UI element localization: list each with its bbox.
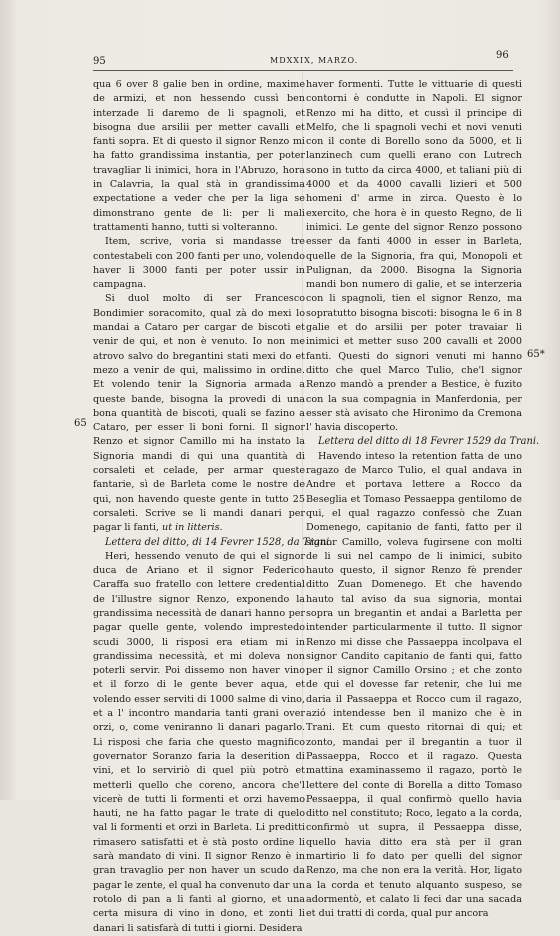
letter-heading: Lettera del ditto, di 14 Fevrer 1528, da Trani. — [105, 536, 333, 548]
margin-letter-number: 65* — [527, 349, 545, 360]
letter-heading: Lettera del ditto di 18 Fevrer 1529 da Trani. — [318, 436, 540, 448]
paragraph-italic-end: ut in litteris. — [162, 522, 223, 534]
header-rule — [93, 70, 513, 71]
page-number-left: 95 — [93, 56, 106, 67]
margin-letter-number: 65 — [74, 418, 87, 429]
paragraph: Heri, hessendo venuto de qui el signor duca de Ariano et il signor Federico Caraffa suo fratello con lettere credential de l'illustre signor Renzo, exponendo la grandissima necessità de danari hanno per pagar quelle gente, volendo imprestedo scudi 3000, li risposi era etiam mi in grandissima necessità, et mi doleva non poterli servir. Poi dissemo non haver vino et il forzo di le gente bever aqua, et volendo esser serviti di 1000 salme di vino, et a l' incontro mandaria tanti grani over orzi, o, come veniranno li danari pagarlo. Li risposi che faria che questo magnifico governator Soranzo faria la deserition di vini, et lo serviriò di quel più potrò et metterli quello che coreno, ancora che'l vicerè de tutti li formenti et orzi havemo hauti, ne ha fatto pagar le trate di quelo val li formenti et orzi in Barleta. Li preditti rimasero satisfatti et è stà posto ordine li sarà mandato di vini. Il signor Renzo è in gran travaglio per non haver un scudo da pagar le zente, el qual ha convenuto dar un rotolo di pan a li fanti al giorno, et una certa misura di vino in dono, et zonti li danari li satisfarà di tutti i giorni. Desidera — [93, 550, 305, 934]
paragraph — [93, 292, 305, 535]
page-header — [0, 50, 560, 70]
page-number-right: 96 — [496, 50, 509, 61]
paragraph: Havendo inteso la retention fatta de uno ragazo de Marco Tulio, el qual andava in Andre et portava lettere a Rocco da Beseglia et Tomaso Pessaeppa gentilomo de qui, el qual ragazzo confessò che Zuan Domenego, capitanio de fanti, fatto per il signor Camillo, voleva fugirsene con molti de li sui nel campo de li inimici, subito hauto questo, il signor Renzo fè prender ditto Zuan Domenego. Et che havendo hauto tal aviso da sua signoria, montai sopra un bregantin et andai a Barletta per intender particularmente il tutto. Il signor Renzo mi disse che Passaeppa incolpava el signor Candito capitanio de fanti qui, fatto per il signor Camillo Orsino ; et che zonto de qui el dovesse far retenir, che lui me daria il Passaeppa et Rocco cum il ragazo, azió intendesse ben il manizo che è in Trani. Et cum questo ritornai di qui; et zonto, mandai per il bregantin a tuor il Passaeppa, Rocco et il ragazo. Questa mattina examinassemo il ragazo, portò le lettere del conte di Borella a ditto Tomaso Pessaeppa, il qual confirmò quello havia ditto nel constituto; Roco, legato a la corda, confirmò ut supra, il Pessaeppa disse, quello havia ditto era stà per il gran martirio li fo dato per quelli del signor Renzo, ma che non era la verità. Hor, ligato a la corda et tenuto alquanto suspeso, se adormentò, et calato li feci dar una sacada et dui tratti di corda, qual pur ancora — [306, 450, 522, 920]
paragraph: Item, scrive, voria si mandasse tre contestabeli con 200 fanti per uno, volendo haver li 3000 fanti per poter ussir in campagna. — [93, 236, 305, 291]
left-column — [93, 78, 333, 936]
paragraph-text: Si duol molto di ser Francesco Bondimier soracomito, qual zà do mexi lo mandai a Cataro per cargar de biscoti et venir de qui, et non è venuto. Io non me atrovo salvo do bregantini stati mexi do et mezo a venir de qui, malissimo in ordine. Et volendo tenir la Signoria armada a queste bande, bisogna la provedi di una bona quantità de biscoti, quali se fazino a Cataro, per esser li boni forni. Il signor Renzo et signor Camillo mi ha instato la Signoria mandi di qui una quantità di corsaleti et celade, per armar queste fantarie, sì de Barleta come le nostre de qui, non havendo queste gente in tutto 25 corsaleti. Scrive se li mandi danari per pagar li fanti, — [93, 293, 305, 534]
running-title: MDXXIX, MARZO. — [270, 56, 359, 65]
paragraph: haver formenti. Tutte le vittuarie di questi contorni è condutte in Napoli. El signor Renzo mi ha ditto, et cussì il principe di Melfo, che li spagnoli vechi et novi venuti con il conte di Borello sono da 5000, et li lanzinech cum quelli erano con Lutrech sono in tutto da circa 4000, et taliani più di 4000 et da 4000 cavalli lizieri et 500 homeni d' arme in zirca. Questo è lo exercito, che hora è in questo Regno, de li inimici. Le gente del signor Renzo possono esser da fanti 4000 in esser in Barleta, quelle de la Signoria, fra qui, Monopoli et Pulignan, da 2000. Bisogna la Signoria mandi bon numero di galie, et se interzeria con li spagnoli, tien el signor Renzo, ma sopratutto bisogna biscoti: bisogna le 6 in 8 galie et do arsilii per poter travaiar li inimici et metter suso 200 cavalli et 2000 fanti. Questi do signori venuti mi hanno ditto che quel Marco Tulio, che'l signor Renzo mandò a prender a Bestice, è fuzito con la sua compagnia in Manferdonia, per esser stà avisato che Hironimo da Cremona l' havia discoperto. — [306, 79, 522, 434]
paragraph: qua 6 over 8 galie ben in ordine, maxime de armizi, et non hessendo cussì ben interzade li daremo de li spagnoli, et bisogna due arsilii per metter cavalli et fanti sopra. Et di questo il signor Renzo mi ha fatto grandissima instantia, per poter travagliar li inimici, hora in l'Abruzo, hora in Calavria, la qual stà in grandissima expectatione a veder che per la liga se dimonstrano gente de li: per li mali trattamenti hanno, tutti si volteranno. — [93, 79, 305, 233]
